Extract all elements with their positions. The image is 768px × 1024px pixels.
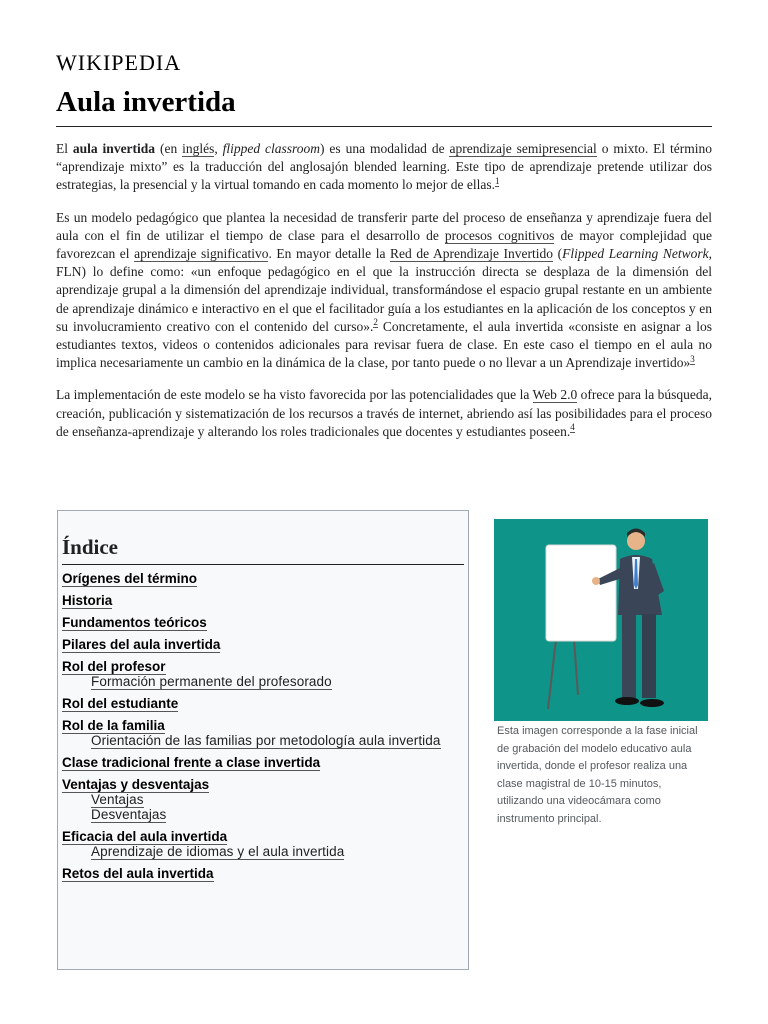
toc-item [62, 571, 464, 586]
toc-item [62, 615, 464, 630]
toc-subitem [91, 674, 464, 689]
toc-link[interactable]: Retos del aula invertida [62, 866, 214, 881]
toc-subitem [91, 792, 464, 807]
toc-link[interactable]: Pilares del aula invertida [62, 637, 221, 652]
toc-link[interactable]: Rol del estudiante [62, 696, 179, 711]
toc-item [62, 696, 464, 711]
toc-item [62, 637, 464, 652]
toc-sublink[interactable]: Aprendizaje de idiomas y el aula invertida [91, 844, 345, 859]
article-body [56, 140, 712, 455]
toc-item [62, 755, 464, 770]
toc-title: Índice [62, 535, 464, 565]
intro-paragraph-2: Es un modelo pedagógico que plantea la necesidad de transferir parte del proceso de enseñanza y aprendizaje fuera del aula con el fin de utilizar el tiempo de clase para el desarrollo de procesos cognitivos de mayor complejidad que favorezcan el aprendizaje significativo. En mayor detalle la Red de Aprendizaje Invertido (Flipped Learning Network, FLN) lo define como: «un enfoque pedagógico en el que la instrucción directa se desplaza de la dimensión del aprendizaje grupal a la dimensión del aprendizaje individual, transformándose el espacio grupal restante en un ambiente de aprendizaje dinámico e interactivo en el que el facilitador guía a los estudiantes en la aplicación de los conceptos y en su involucramiento creativo con el contenido del curso».$^2$ Concretamente, el aula invertida «consiste en asignar a los estudiantes textos, videos o contenidos adicionales para revisar fuera de clase. En este caso el tiempo en el aula no implica necesariamente un cambio en la dinámica de la clase, por tanto puede o no llevar a un Aprendizaje invertido»$^3$ [56, 209, 713, 371]
link-aprendizaje-significativo[interactable]: aprendizaje significativo [134, 246, 269, 262]
table-of-contents [57, 510, 469, 970]
toc-subitem [91, 844, 464, 859]
intro-paragraph-1: El aula invertida (en inglés, flipped classroom) es una modalidad de aprendizaje semipresencial o mixto. El término “aprendizaje mixto” es la traducción del anglosajón blended learning. Este tipo de aprendizaje pretende utilizar dos estrategias, la presencial y la virtual tomando en cada momento lo mejor de ellas.$^1$ [56, 141, 713, 193]
easel-leg-left [548, 639, 556, 709]
toc-subitem [91, 733, 464, 748]
toc-link[interactable]: Eficacia del aula invertida [62, 829, 228, 844]
wikipedia-wordmark[interactable]: WIKIPEDIA [56, 50, 182, 75]
toc-link[interactable]: Rol del profesor [62, 659, 166, 674]
figure-caption: Esta imagen corresponde a la fase inicial de grabación del modelo educativo aula invertida, donde el profesor realiza una clase magistral de 10-15 minutos, utilizando una videocámara como instrumento principal. [497, 725, 698, 825]
teacher-whiteboard-illustration [494, 519, 708, 721]
toc-item [62, 866, 464, 881]
page-title: Aula invertida [56, 86, 236, 118]
teacher-illustration-svg [494, 519, 708, 721]
toc-subitem [91, 807, 464, 822]
italic-term: flipped classroom [222, 141, 321, 156]
teacher-shoe-right [640, 699, 664, 707]
toc-sublink[interactable]: Orientación de las familias por metodología aula invertida [91, 733, 441, 748]
link-web-2-0[interactable]: Web 2.0 [532, 387, 578, 403]
link-procesos-cognitivos[interactable]: procesos cognitivos [444, 227, 555, 243]
bold-term: aula invertida [72, 141, 156, 156]
teacher-leg-left [622, 614, 636, 698]
toc-sublink[interactable]: Ventajas [91, 792, 144, 807]
toc-link[interactable]: Historia [62, 593, 113, 608]
toc-link[interactable]: Clase tradicional frente a clase invertida [62, 755, 321, 770]
reference-4[interactable]: 4 [570, 422, 575, 433]
link-ingles[interactable]: inglés [182, 141, 215, 156]
teacher-hand-left [592, 577, 600, 585]
toc-link[interactable]: Rol de la familia [62, 718, 165, 733]
intro-paragraph-3: La implementación de este modelo se ha visto favorecida por las potencialidades que la Web 2.0 ofrece para la búsqueda, creación, publicación y sistematización de los recursos a través de internet, abriendo así las posibilidades para el proceso de enseñanza-aprendizaje y alterando los roles tradicionales que docentes y estudiantes poseen.$^4$ [56, 387, 712, 439]
toc-item [62, 593, 464, 608]
toc-item [62, 777, 464, 822]
title-divider [56, 126, 712, 127]
reference-3[interactable]: 3 [690, 353, 695, 364]
toc-sublink[interactable]: Desventajas [91, 807, 167, 822]
toc-list [62, 571, 464, 888]
toc-sublink[interactable]: Formación permanente del profesorado [91, 674, 332, 689]
reference-2[interactable]: 2 [373, 317, 378, 328]
link-aprendizaje-semipresencial[interactable]: aprendizaje semipresencial [449, 141, 597, 156]
toc-link[interactable]: Orígenes del término [62, 571, 198, 586]
toc-item [62, 659, 464, 689]
toc-link[interactable]: Fundamentos teóricos [62, 615, 207, 630]
whiteboard [546, 545, 616, 641]
teacher-leg-right [642, 614, 656, 698]
teacher-shoe-left [615, 697, 639, 705]
teacher-head [627, 532, 645, 550]
toc-item [62, 718, 464, 748]
toc-item [62, 829, 464, 859]
toc-link[interactable]: Ventajas y desventajas [62, 777, 210, 792]
easel-leg-right [574, 639, 578, 695]
link-red-aprendizaje-invertido[interactable]: Red de Aprendizaje Invertido [390, 246, 554, 262]
reference-1[interactable]: 1 [494, 175, 500, 186]
